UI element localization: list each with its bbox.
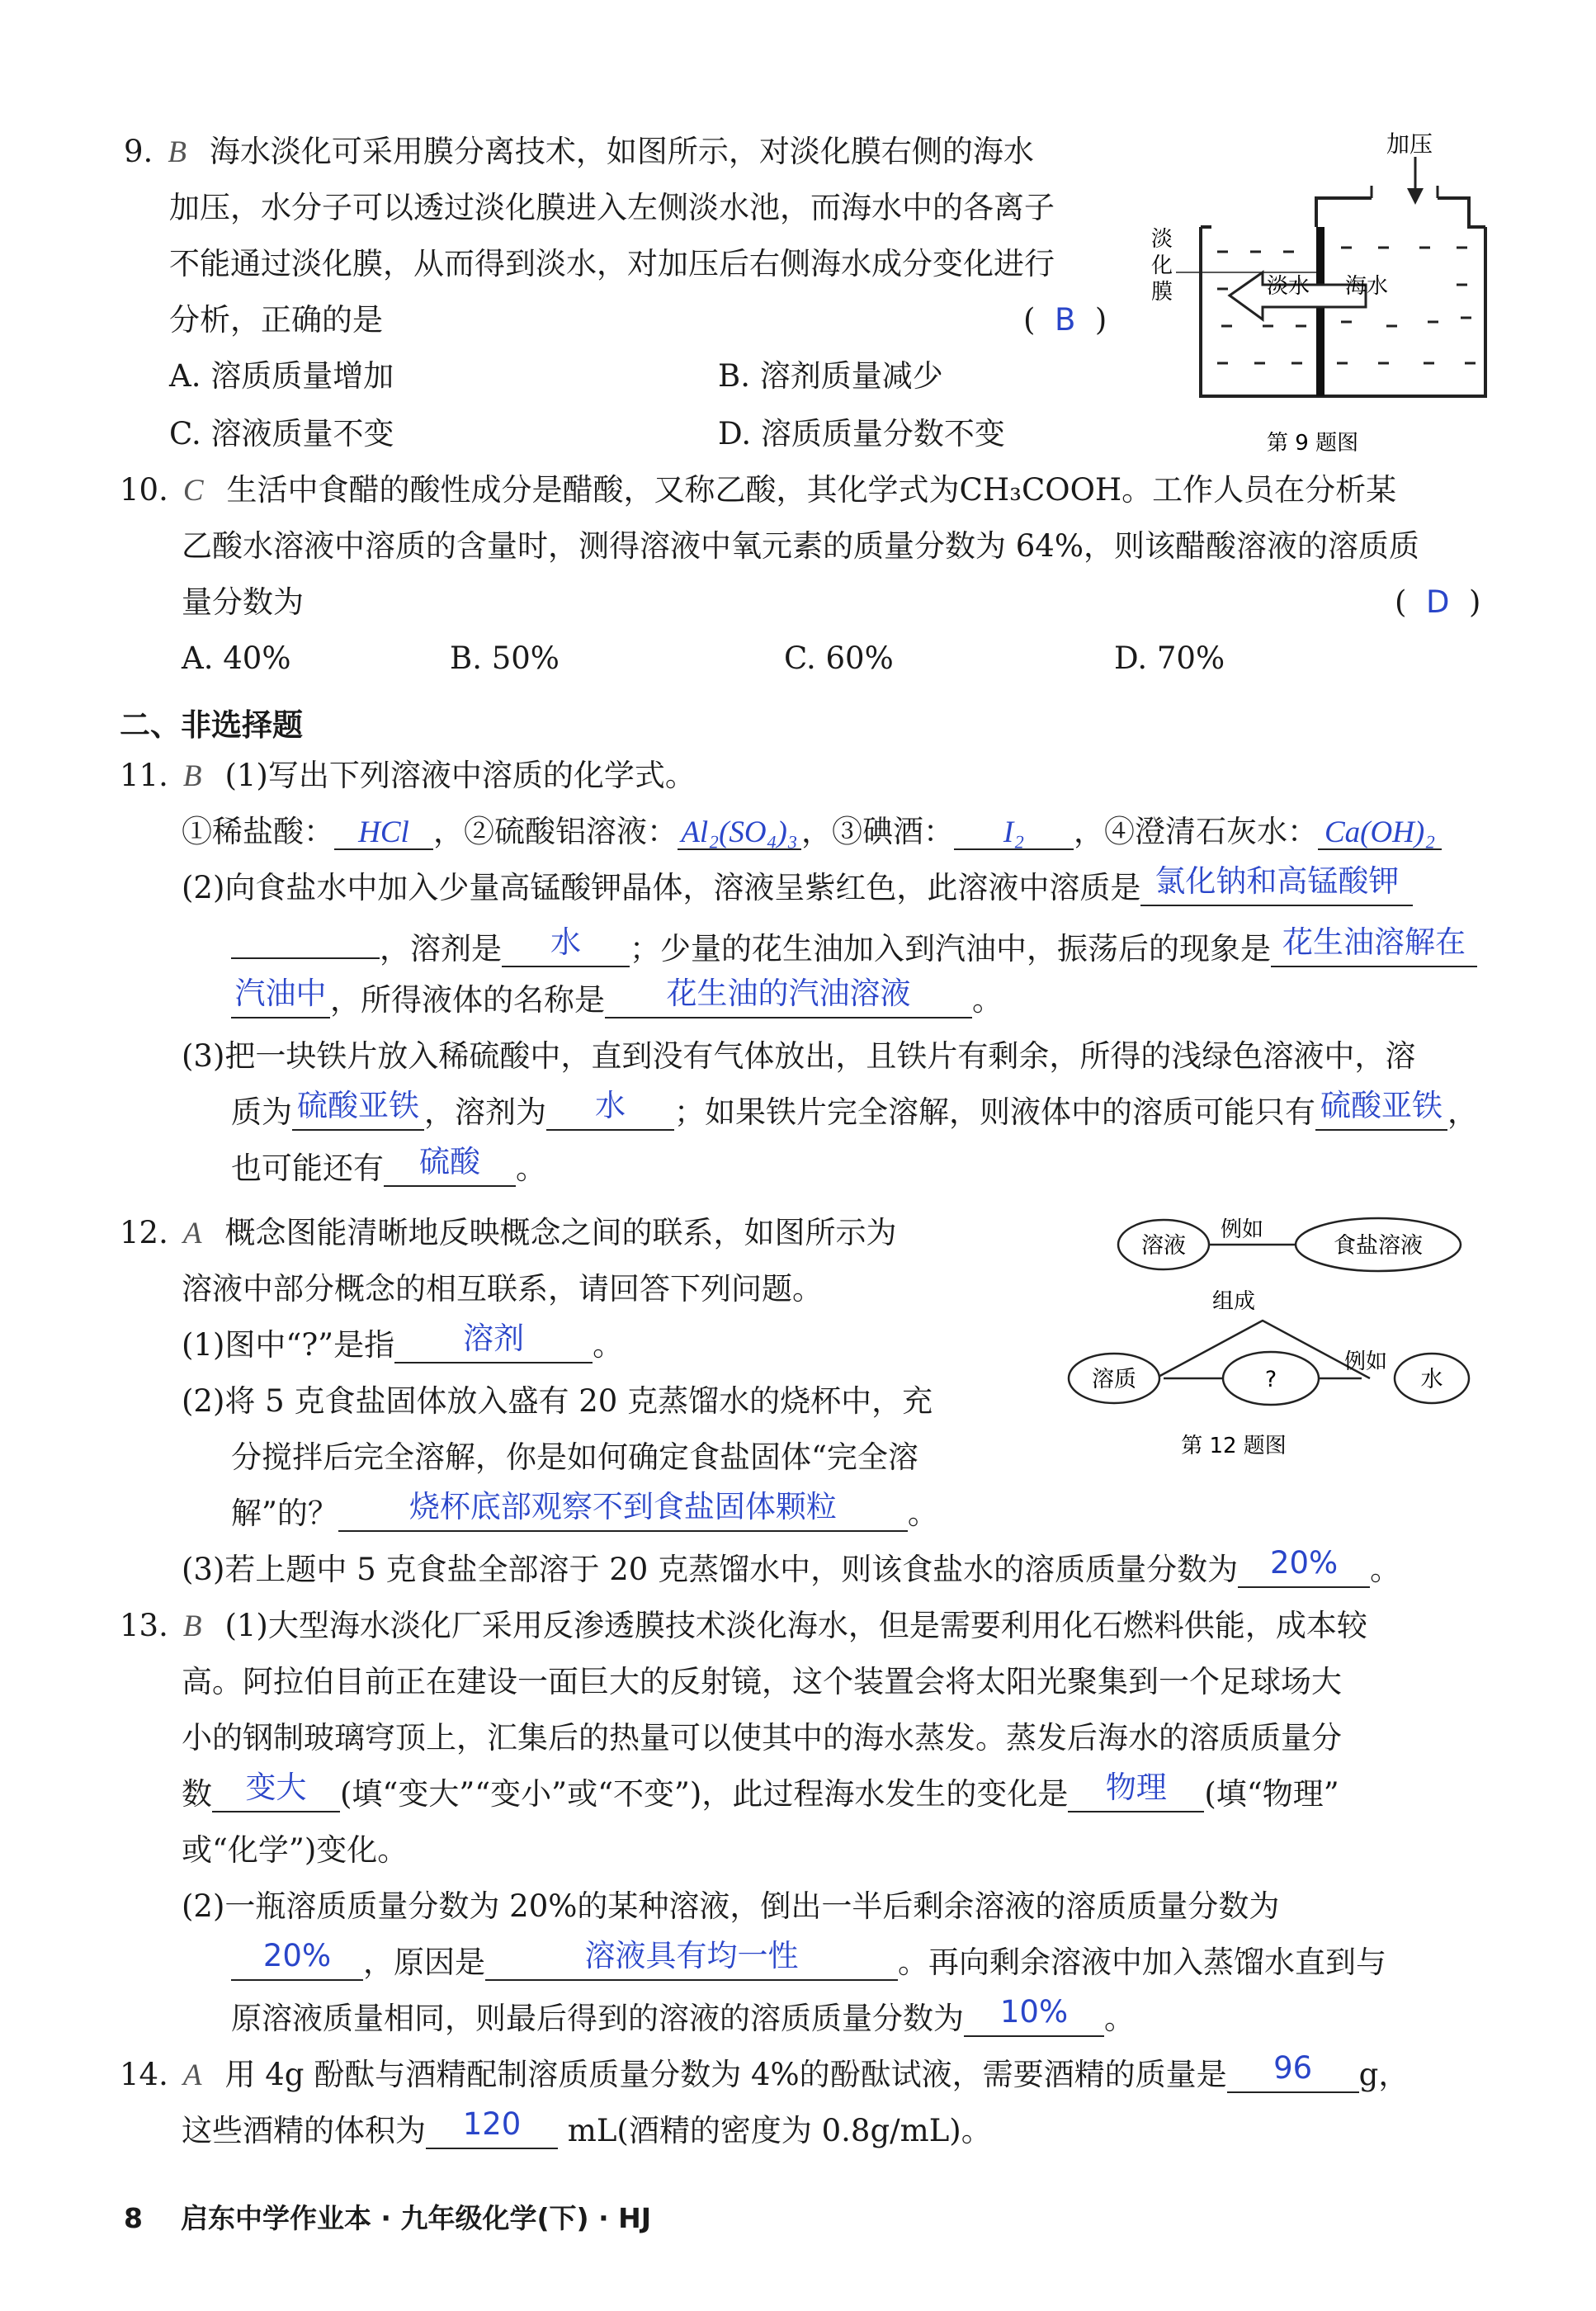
press-label: 加压 <box>1386 130 1433 158</box>
q10-answer-bracket: ( D ) <box>1395 584 1481 620</box>
q11-blank-5: 氯化钠和高锰酸钾 <box>1140 872 1413 906</box>
q12-p3: (3)若上题中 5 克食盐全部溶于 20 克蒸馏水中，则该食盐水的溶质质量分数为 20% 。 <box>182 1545 1401 1587</box>
edge-example-2: 例如 <box>1343 1349 1388 1374</box>
q11-blank-7: 花生油溶解在 <box>1271 933 1477 967</box>
q9-line2: 加压，水分子可以透过淡化膜进入左侧淡水池，而海水中的各离子 <box>169 190 1055 225</box>
q9-caption: 第 9 题图 <box>1267 431 1359 456</box>
node-water: 水 <box>1420 1367 1443 1392</box>
q9-option-c: C. 溶液质量不变 <box>169 416 394 451</box>
q9-answer: B <box>1054 302 1076 338</box>
q14-blank-1: 96 <box>1227 2058 1359 2093</box>
q11-blank-5-cont <box>231 924 380 959</box>
q10-line3: 量分数为 <box>182 584 304 620</box>
q13-blank-3: 20% <box>231 1946 363 1981</box>
q11-blank-8: 花生油的汽油溶液 <box>605 984 972 1018</box>
q11-p2-line3: 汽油中 ，所得液体的名称是 花生油的汽油溶液 。 <box>231 981 1003 1020</box>
q13-blank-4: 溶液具有均一性 <box>485 1946 898 1981</box>
q10-line2: 乙酸水溶液中溶质的含量时，测得溶液中氧元素的质量分数为 64%，则该醋酸溶液的溶质质 <box>182 528 1419 564</box>
q13-blank-5: 10% <box>964 2002 1104 2037</box>
q11-blank-9: 硫酸亚铁 <box>292 1096 424 1131</box>
q11-p2-line2: ，溶剂是 水 ；少量的花生油加入到汽油中，振荡后的现象是 花生油溶解在 <box>231 924 1477 969</box>
q12-blank-2: 烧杯底部观察不到食盐固体颗粒 <box>338 1497 908 1532</box>
q9-line4: 分析，正确的是 <box>169 302 383 338</box>
section-title: 二、非选择题 <box>120 707 303 743</box>
node-unknown: ? <box>1264 1367 1277 1392</box>
edge-example-1: 例如 <box>1220 1217 1264 1242</box>
q13-p2-line1: (2)一瓶溶质质量分数为 20%的某种溶液，倒出一半后剩余溶液的溶质质量分数为 <box>182 1888 1280 1924</box>
q13-line3: 小的钢制玻璃穹顶上，汇集后的热量可以使其中的海水蒸发。蒸发后海水的溶质质量分 <box>182 1720 1342 1756</box>
sea-water-label: 海水 <box>1345 274 1389 299</box>
q13-blank-2: 物理 <box>1068 1778 1204 1812</box>
q13-line2: 高。阿拉伯目前正在建设一面巨大的反射镜，这个装置会将太阳光聚集到一个足球场大 <box>182 1664 1342 1699</box>
q11-blank-12: 硫酸 <box>384 1152 516 1187</box>
q11-blank-2: Al₂(SO₄)₃ <box>678 815 801 850</box>
q9-line3: 不能通过淡化膜，从而得到淡水，对加压后右侧海水成分变化进行 <box>169 246 1055 281</box>
q12-blank-1: 溶剂 <box>394 1329 593 1363</box>
q12-figure <box>1048 1205 1477 1477</box>
q12-p2-line1: (2)将 5 克食盐固体放入盛有 20 克蒸馏水的烧杯中，充 <box>182 1383 933 1419</box>
q11-blank-11: 硫酸亚铁 <box>1315 1096 1447 1131</box>
q12-p2-line2: 分搅拌后完全溶解，你是如何确定食盐固体“完全溶 <box>231 1439 918 1475</box>
q9-answer-bracket: ( B ) <box>1023 302 1107 338</box>
node-solute: 溶质 <box>1092 1367 1136 1392</box>
q13-line5: 或“化学”)变化。 <box>182 1832 408 1868</box>
membrane-label-1: 淡 <box>1151 227 1173 252</box>
footer <box>124 2197 651 2236</box>
fresh-water-label: 淡水 <box>1267 274 1310 299</box>
q11-blank-4: Ca(OH)₂ <box>1318 815 1442 850</box>
q10-option-c: C. 60% <box>784 640 894 676</box>
q13-p2-line3: 原溶液质量相同，则最后得到的溶液的溶质质量分数为 10% 。 <box>231 1994 1135 2036</box>
q12-p2-line3: 解”的？ 烧杯底部观察不到食盐固体颗粒 。 <box>231 1489 938 1531</box>
q11-line1: 11. B (1)写出下列溶液中溶质的化学式。 <box>120 758 696 793</box>
q9-figure <box>1139 124 1502 470</box>
book-title: 启东中学作业本 · 九年级化学(下) · HJ <box>180 2202 652 2234</box>
q11-p3-line2: 质为 硫酸亚铁 ，溶剂为 水 ；如果铁片完全溶解，则液体中的溶质可能只有 硫酸亚铁 ， <box>231 1088 1478 1130</box>
q9-option-b: B. 溶剂质量减少 <box>718 358 943 394</box>
edge-compose: 组成 <box>1211 1289 1256 1314</box>
q12-blank-3: 20% <box>1238 1553 1370 1588</box>
q9-option-d: D. 溶质质量分数不变 <box>718 416 1005 451</box>
q9-line1: 9. B 海水淡化可采用膜分离技术，如图所示，对淡化膜右侧的海水 <box>124 134 1034 169</box>
q11-blank-1: HCl <box>334 815 433 850</box>
q10-answer: D <box>1425 584 1450 620</box>
q11-p2-line1: (2)向食盐水中加入少量高锰酸钾晶体，溶液呈紫红色，此溶液中溶质是 氯化钠和高锰酸钾 <box>182 868 1413 908</box>
q13-p2-line2: 20% ，原因是 溶液具有均一性 。再向剩余溶液中加入蒸馏水直到与 <box>231 1943 1386 1983</box>
q9-option-a: A. 溶质质量增加 <box>169 358 394 394</box>
node-salt-solution: 食盐溶液 <box>1334 1233 1423 1259</box>
q13-line4: 数 变大 (填“变大”“变小”或“不变”)，此过程海水发生的变化是 物理 (填“物理” <box>182 1770 1339 1812</box>
page-number: 8 <box>124 2202 143 2234</box>
q13-blank-1: 变大 <box>212 1778 340 1812</box>
membrane-label-2: 化 <box>1151 253 1173 278</box>
q14-line1: 14. A 用 4g 酚酞与酒精配制溶质质量分数为 4%的酚酞试液，需要酒精的质量是 96 g， <box>120 2050 1409 2092</box>
q14-line2: 这些酒精的体积为 120 mL(酒精的密度为 0.8g/mL)。 <box>182 2106 992 2148</box>
node-solution: 溶液 <box>1141 1233 1186 1259</box>
q12-line2: 溶液中部分概念的相互联系，请回答下列问题。 <box>182 1271 823 1307</box>
q11-p3-line1: (3)把一块铁片放入稀硫酸中，直到没有气体放出，且铁片有剩余，所得的浅绿色溶液中，溶 <box>182 1038 1416 1074</box>
q11-blank-3: I₂ <box>954 815 1074 850</box>
q10-line1: 10. C 生活中食醋的酸性成分是醋酸，又称乙酸，其化学式为CH₃COOH。工作人员在分析某 <box>120 472 1397 508</box>
q12-line1: 12. A 概念图能清晰地反映概念之间的联系，如图所示为 <box>120 1215 897 1250</box>
q10-option-d: D. 70% <box>1114 640 1225 676</box>
q10-option-a: A. 40% <box>182 640 291 676</box>
q11-blank-10: 水 <box>546 1096 674 1131</box>
q11-formulas-line: ①稀盐酸： HCl ，②硫酸铝溶液： Al₂(SO₄)₃ ，③碘酒： I₂ ，④澄清石灰水： Ca(OH)₂ <box>182 812 1442 852</box>
q10-option-b: B. 50% <box>450 640 560 676</box>
q12-caption: 第 12 题图 <box>1181 1434 1287 1458</box>
q11-p3-line3: 也可能还有 硫酸 。 <box>231 1144 546 1186</box>
q13-line1: 13. B (1)大型海水淡化厂采用反渗透膜技术淡化海水，但是需要利用化石燃料供能，成本较 <box>120 1608 1367 1643</box>
q11-blank-7-cont: 汽油中 <box>231 984 330 1018</box>
q12-p1: (1)图中“?”是指 溶剂 。 <box>182 1321 624 1363</box>
q14-blank-2: 120 <box>426 2115 558 2149</box>
membrane-label-3: 膜 <box>1151 280 1173 305</box>
q11-blank-6: 水 <box>502 933 630 967</box>
